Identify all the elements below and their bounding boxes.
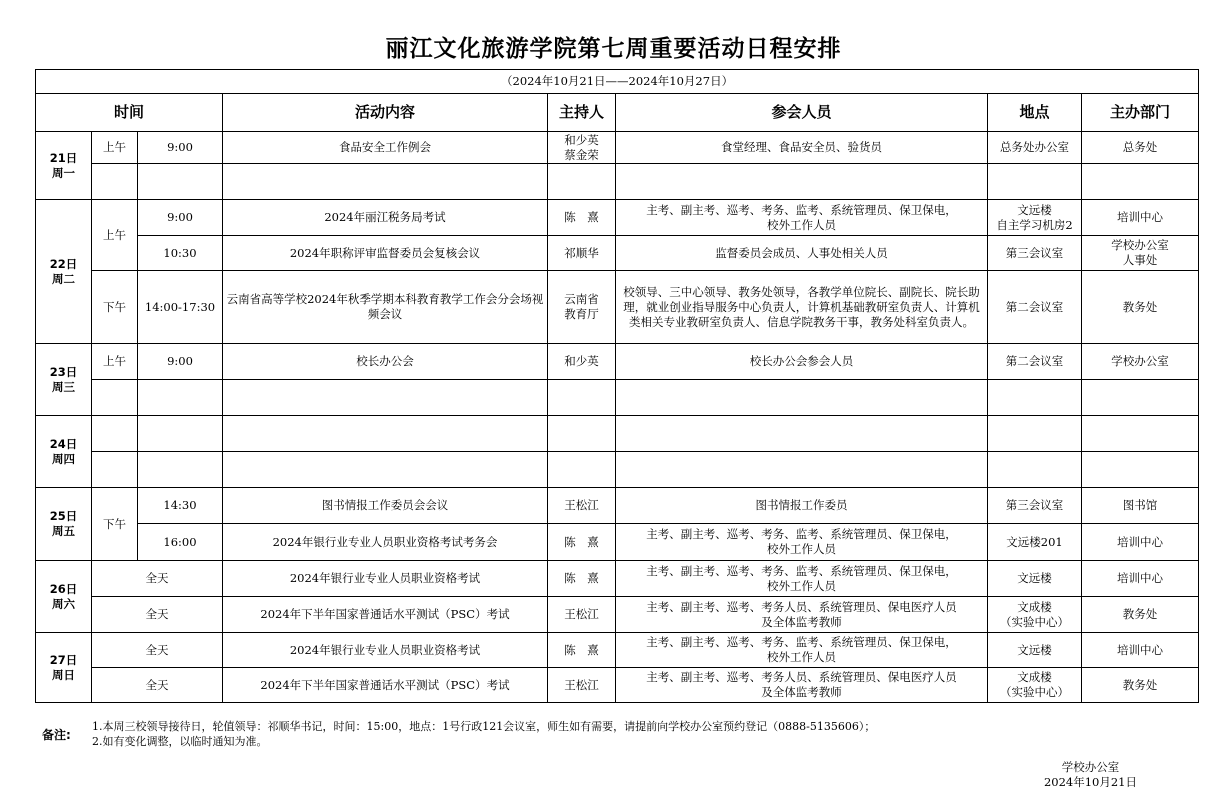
attendees-cell: 主考、副主考、巡考、考务人员、系统管理员、保电医疗人员 及全体监考教师 xyxy=(616,597,988,633)
attendees-cell: 主考、副主考、巡考、考务、监考、系统管理员、保卫保电， 校外工作人员 xyxy=(616,561,988,597)
schedule-table xyxy=(35,69,1199,703)
location-cell: 文成楼 （实验中心） xyxy=(988,597,1082,633)
page-title: 丽江文化旅游学院第七周重要活动日程安排 xyxy=(385,35,842,62)
table-row xyxy=(36,597,1199,633)
day-cell-sat: 26日 周六 xyxy=(36,561,92,633)
host-cell: 陈 熹 xyxy=(548,200,616,236)
table-row xyxy=(36,132,1199,164)
location-cell: 文远楼 xyxy=(988,561,1082,597)
content-cell: 2024年丽江税务局考试 xyxy=(223,200,548,236)
host-cell: 和少英 xyxy=(548,344,616,380)
header-location: 地点 xyxy=(988,94,1082,132)
notes-label: 备注: xyxy=(42,728,71,742)
time-cell: 全天 xyxy=(92,561,223,597)
organizer-cell: 学校办公室 人事处 xyxy=(1082,236,1199,271)
table-row xyxy=(36,524,1199,561)
attendees-cell: 监督委员会成员、人事处相关人员 xyxy=(616,236,988,271)
organizer-cell: 培训中心 xyxy=(1082,524,1199,561)
location-cell: 总务处办公室 xyxy=(988,132,1082,164)
table-row xyxy=(36,488,1199,524)
header-content: 活动内容 xyxy=(223,94,548,132)
organizer-cell: 学校办公室 xyxy=(1082,344,1199,380)
organizer-cell: 培训中心 xyxy=(1082,200,1199,236)
content-cell: 2024年职称评审监督委员会复核会议 xyxy=(223,236,548,271)
table-row xyxy=(36,200,1199,236)
location-cell: 文远楼201 xyxy=(988,524,1082,561)
empty-row xyxy=(36,164,1199,200)
empty-row xyxy=(36,416,1199,452)
header-organizer: 主办部门 xyxy=(1082,94,1199,132)
time-cell: 14:30 xyxy=(138,488,223,524)
day-cell-thu: 24日 周四 xyxy=(36,416,92,488)
host-cell: 陈 熹 xyxy=(548,633,616,668)
time-cell: 10:30 xyxy=(138,236,223,271)
content-cell: 2024年银行业专业人员职业资格考试考务会 xyxy=(223,524,548,561)
location-cell: 第二会议室 xyxy=(988,344,1082,380)
period-cell: 下午 xyxy=(92,271,138,344)
content-cell: 图书情报工作委员会会议 xyxy=(223,488,548,524)
time-cell: 9:00 xyxy=(138,200,223,236)
host-cell: 王松江 xyxy=(548,597,616,633)
organizer-cell: 图书馆 xyxy=(1082,488,1199,524)
header-row xyxy=(36,94,1199,132)
time-cell: 9:00 xyxy=(138,132,223,164)
location-cell: 第三会议室 xyxy=(988,236,1082,271)
location-cell: 文远楼 自主学习机房2 xyxy=(988,200,1082,236)
signature-date: 2024年10月21日 xyxy=(1043,775,1137,789)
empty-row xyxy=(36,380,1199,416)
day-cell-mon: 21日 周一 xyxy=(36,132,92,200)
attendees-cell: 校长办公会参会人员 xyxy=(616,344,988,380)
table-row xyxy=(36,633,1199,668)
attendees-cell: 主考、副主考、巡考、考务、监考、系统管理员、保卫保电， 校外工作人员 xyxy=(616,524,988,561)
attendees-cell: 食堂经理、食品安全员、验货员 xyxy=(616,132,988,164)
header-host: 主持人 xyxy=(548,94,616,132)
time-cell: 全天 xyxy=(92,668,223,703)
host-cell: 王松江 xyxy=(548,668,616,703)
location-cell: 第三会议室 xyxy=(988,488,1082,524)
host-cell: 王松江 xyxy=(548,488,616,524)
host-cell: 云南省 教育厅 xyxy=(548,271,616,344)
host-cell: 陈 熹 xyxy=(548,561,616,597)
period-cell: 上午 xyxy=(92,200,138,271)
host-cell: 祁顺华 xyxy=(548,236,616,271)
content-cell: 2024年银行业专业人员职业资格考试 xyxy=(223,561,548,597)
host-cell: 和少英 蔡金荣 xyxy=(548,132,616,164)
content-cell: 校长办公会 xyxy=(223,344,548,380)
organizer-cell: 教务处 xyxy=(1082,271,1199,344)
organizer-cell: 培训中心 xyxy=(1082,633,1199,668)
day-cell-sun: 27日 周日 xyxy=(36,633,92,703)
attendees-cell: 主考、副主考、巡考、考务、监考、系统管理员、保卫保电， 校外工作人员 xyxy=(616,633,988,668)
time-cell: 9:00 xyxy=(138,344,223,380)
note-line-2: 2.如有变化调整，以临时通知为准。 xyxy=(92,735,268,748)
organizer-cell: 教务处 xyxy=(1082,597,1199,633)
organizer-cell: 教务处 xyxy=(1082,668,1199,703)
content-cell: 2024年银行业专业人员职业资格考试 xyxy=(223,633,548,668)
location-cell: 文成楼 （实验中心） xyxy=(988,668,1082,703)
location-cell: 第二会议室 xyxy=(988,271,1082,344)
table-row xyxy=(36,344,1199,380)
time-cell: 14:00-17:30 xyxy=(138,271,223,344)
table-row xyxy=(36,236,1199,271)
content-cell: 2024年下半年国家普通话水平测试（PSC）考试 xyxy=(223,668,548,703)
organizer-cell: 培训中心 xyxy=(1082,561,1199,597)
date-range: （2024年10月21日——2024年10月27日） xyxy=(36,70,1199,94)
table-row xyxy=(36,561,1199,597)
period-cell: 下午 xyxy=(92,488,138,561)
table-row xyxy=(36,271,1199,344)
day-cell-fri: 25日 周五 xyxy=(36,488,92,561)
attendees-cell: 图书情报工作委员 xyxy=(616,488,988,524)
period-cell: 上午 xyxy=(92,132,138,164)
content-cell: 云南省高等学校2024年秋季学期本科教育教学工作会分会场视频会议 xyxy=(223,271,548,344)
attendees-cell: 校领导、三中心领导、教务处领导，各教学单位院长、副院长、院长助理，就业创业指导服务中心负责人，计算机基础教研室负责人、计算机类相关专业教研室负责人、信息学院教务干事，教务处科室负责人。 xyxy=(616,271,988,344)
day-cell-wed: 23日 周三 xyxy=(36,344,92,416)
table-row xyxy=(36,668,1199,703)
attendees-cell: 主考、副主考、巡考、考务人员、系统管理员、保电医疗人员 及全体监考教师 xyxy=(616,668,988,703)
organizer-cell: 总务处 xyxy=(1082,132,1199,164)
time-cell: 全天 xyxy=(92,633,223,668)
signature-block xyxy=(1044,760,1137,790)
day-cell-tue: 22日 周二 xyxy=(36,200,92,344)
location-cell: 文远楼 xyxy=(988,633,1082,668)
note-line-1: 1.本周三校领导接待日，轮值领导：祁顺华书记，时间：15:00，地点：1号行政121会议室，师生如有需要，请提前向学校办公室预约登记（0888-5135606）； xyxy=(92,720,876,733)
empty-row xyxy=(36,452,1199,488)
signature-office: 学校办公室 xyxy=(1061,760,1120,774)
time-cell: 16:00 xyxy=(138,524,223,561)
host-cell: 陈 熹 xyxy=(548,524,616,561)
period-cell: 上午 xyxy=(92,344,138,380)
time-cell: 全天 xyxy=(92,597,223,633)
notes-section xyxy=(42,719,875,749)
attendees-cell: 主考、副主考、巡考、考务、监考、系统管理员、保卫保电， 校外工作人员 xyxy=(616,200,988,236)
content-cell: 2024年下半年国家普通话水平测试（PSC）考试 xyxy=(223,597,548,633)
header-attendees: 参会人员 xyxy=(616,94,988,132)
header-time: 时间 xyxy=(36,94,223,132)
content-cell: 食品安全工作例会 xyxy=(223,132,548,164)
